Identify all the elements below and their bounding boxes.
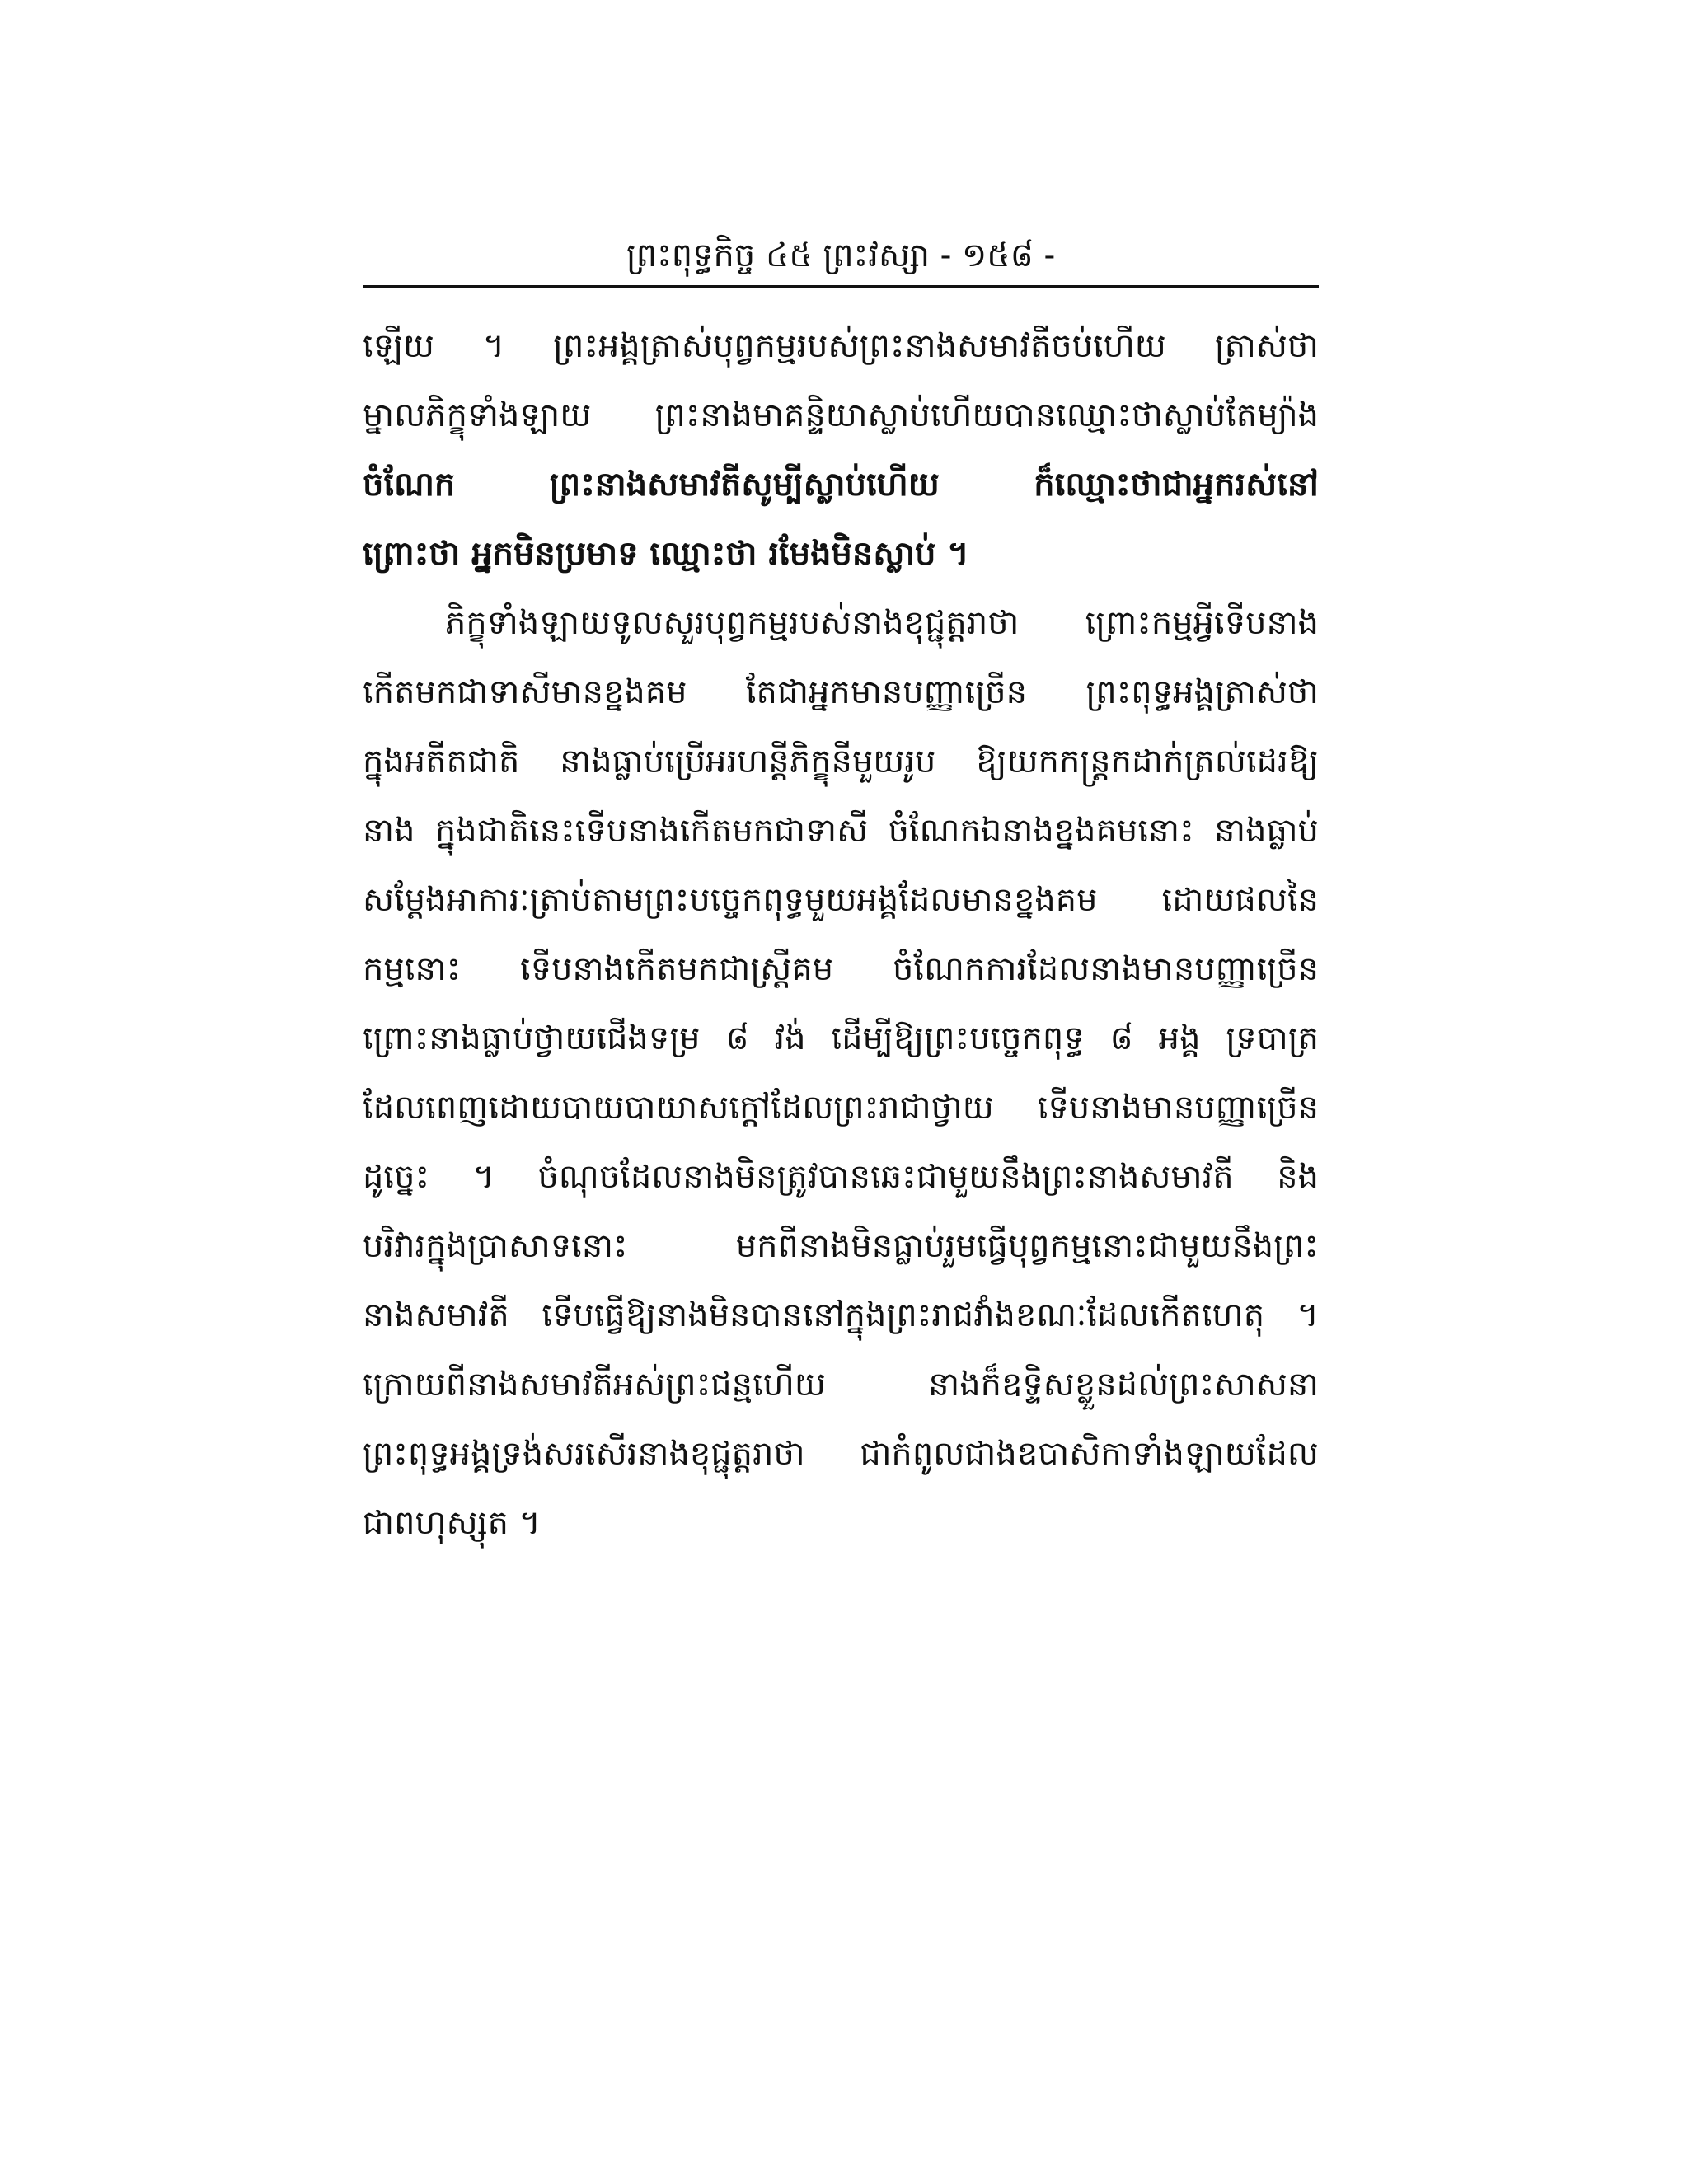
- text-line: ព្រោះថា អ្នកមិនប្រមាទ ឈ្មោះថា រមែងមិនស្លាប់ ។: [363, 534, 969, 573]
- text-line: ម្នាលភិក្ខុទាំងឡាយ ព្រះនាងមាគន្ទិយាស្លាប់ហើយបានឈ្មោះថាស្លាប់តែម្យ៉ាង: [363, 396, 1319, 434]
- text-line: កម្មនោះ ទើបនាងកើតមកជាស្ត្រីគម ចំណែកការដែលនាងមានបញ្ញាច្រើន: [363, 950, 1319, 988]
- text-line: នាងសមាវតី ទើបធ្វើឱ្យនាងមិនបាននៅក្នុងព្រះរាជវាំងខណៈដែលកើតហេតុ ។: [363, 1296, 1319, 1334]
- text-line: ដែលពេញដោយបាយបាយាសក្តៅដែលព្រះរាជាថ្វាយ ទើបនាងមានបញ្ញាច្រើន: [363, 1089, 1319, 1127]
- text-line: ព្រះពុទ្ធអង្គទ្រង់សរសើរនាងខុជ្ជុត្តរាថា ជាកំពូលជាងឧបាសិកាទាំងឡាយដែល: [363, 1435, 1319, 1473]
- paragraph-first-line: ភិក្ខុទាំងឡាយទូលសួរបុព្វកម្មរបស់នាងខុជ្ជុត្តរាថា ព្រោះកម្មអ្វីទើបនាង: [445, 604, 1319, 642]
- text-line: បរិវារក្នុងប្រាសាទនោះ មកពីនាងមិនធ្លាប់រួមធ្វើបុព្វកម្មនោះជាមួយនឹងព្រះ: [363, 1227, 1319, 1265]
- text-line: ឡើយ ។ ព្រះអង្គត្រាស់បុព្វកម្មរបស់ព្រះនាងសមាវតីចប់ហើយ ត្រាស់ថា: [363, 327, 1319, 365]
- text-line: ក្រោយពីនាងសមាវតីអស់ព្រះជន្មហើយ នាងក៏ឧទ្ទិសខ្លួនដល់ព្រះសាសនា: [363, 1366, 1319, 1404]
- body-text: [363, 312, 1319, 1558]
- text-line: ក្នុងអតីតជាតិ នាងធ្លាប់ប្រើអរហន្តីភិក្ខុនីមួយរូប ឱ្យយកកន្ត្រកដាក់ត្រល់ដេរឱ្យ: [363, 743, 1319, 780]
- text-line: ដូច្នេះ ។ ចំណុចដែលនាងមិនត្រូវបានឆេះជាមួយនឹងព្រះនាងសមាវតី និង: [363, 1158, 1319, 1196]
- running-header: ព្រះពុទ្ធកិច្ច ៤៥ ព្រះវស្សា - ១៥៨ -: [626, 237, 1056, 274]
- text-line: ចំណែក ព្រះនាងសមាវតីសូម្បីស្លាប់ហើយ ក៏ឈ្មោះថាជាអ្នករស់នៅ: [363, 465, 1319, 504]
- header-rule: [363, 285, 1319, 288]
- text-line: សម្តែងអាការៈត្រាប់តាមព្រះបច្ចេកពុទ្ធមួយអង្គដែលមានខ្នងគម ដោយផលនៃ: [363, 881, 1319, 919]
- text-line: នាង ក្នុងជាតិនេះទើបនាងកើតមកជាទាសី ចំណែកឯនាងខ្នងគមនោះ នាងធ្លាប់: [363, 812, 1319, 850]
- text-line: ព្រោះនាងធ្លាប់ថ្វាយជើងទម្រ ៨ វង់ ដើម្បីឱ្យព្រះបច្ចេកពុទ្ធ ៨ អង្គ ទ្របាត្រ: [363, 1019, 1319, 1057]
- text-line: ជាពហុស្សុត ។: [363, 1504, 542, 1542]
- text-line: កើតមកជាទាសីមានខ្នងគម តែជាអ្នកមានបញ្ញាច្រើន ព្រះពុទ្ធអង្គត្រាស់ថា: [363, 673, 1319, 711]
